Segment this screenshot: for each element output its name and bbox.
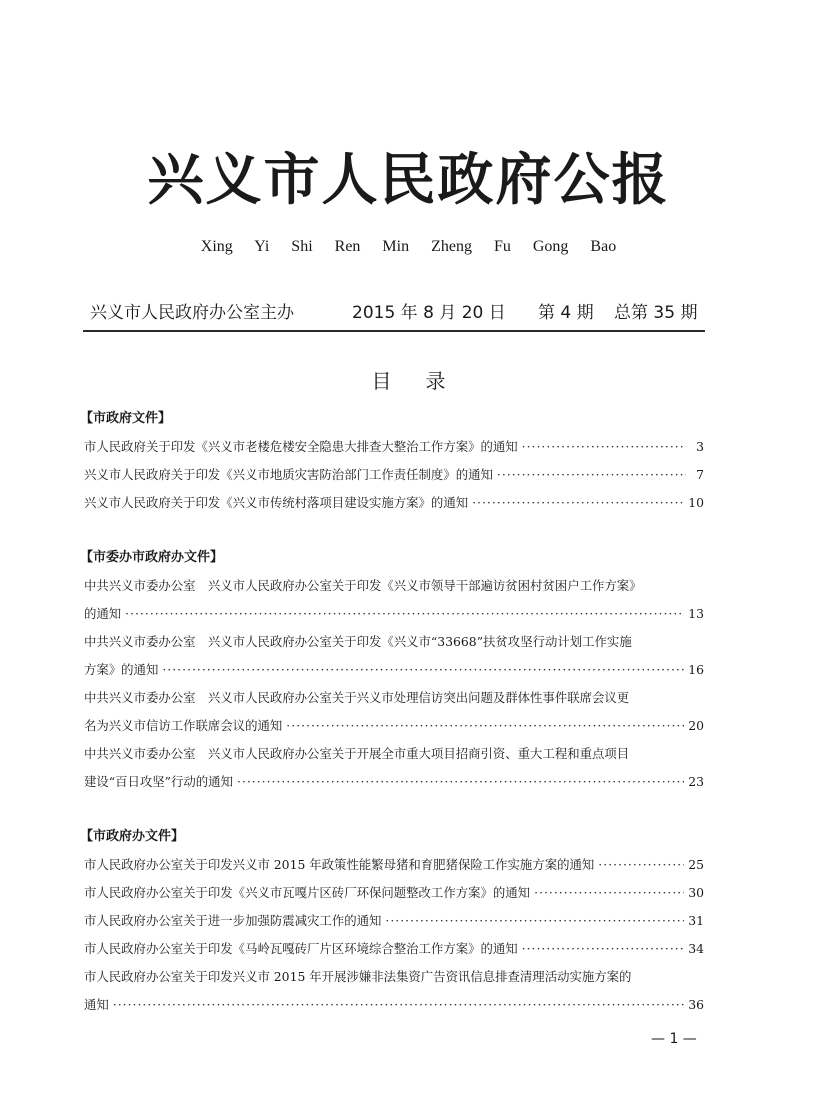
toc-entry-text: 建设“百日攻坚”行动的通知 — [84, 774, 233, 789]
toc-entry[interactable] — [84, 912, 704, 930]
toc-entry[interactable] — [84, 633, 704, 679]
toc-entry-page: 20 — [688, 718, 704, 733]
toc-entry-page: 25 — [688, 857, 704, 872]
publication-title: 兴义市人民政府公报 — [147, 147, 670, 213]
toc-entry-page: 16 — [688, 662, 704, 677]
dot-leader — [162, 661, 684, 679]
toc-entry[interactable] — [84, 884, 704, 902]
dot-leader — [534, 884, 684, 902]
publication-pinyin: Xing Yi Shi Ren Min Zheng Fu Gong Bao — [200, 238, 617, 255]
toc-entry-page: 23 — [688, 774, 704, 789]
toc-entry-text: 市人民政府办公室关于进一步加强防震减灾工作的通知 — [84, 913, 382, 928]
toc-entry-text: 通知 — [84, 997, 109, 1012]
toc-entry-text: 市人民政府办公室关于印发兴义市 2015 年开展涉嫌非法集资广告资讯信息排查清理活动实施方案的 — [84, 969, 632, 984]
dot-leader — [598, 856, 684, 874]
toc-title: 目录 — [371, 369, 480, 393]
section-heading: 【市委办市政府办文件】 — [80, 550, 224, 565]
section-heading: 【市政府办文件】 — [80, 829, 185, 844]
toc-entry-text: 市人民政府办公室关于印发《兴义市瓦嘎片区砖厂环保问题整改工作方案》的通知 — [84, 885, 531, 900]
dot-leader — [522, 940, 685, 958]
toc-entry-page: 7 — [696, 467, 704, 482]
toc-entry-text: 市人民政府关于印发《兴义市老楼危楼安全隐患大排查大整治工作方案》的通知 — [84, 439, 518, 454]
toc-entry-page: 34 — [688, 941, 704, 956]
toc-entry[interactable] — [84, 968, 704, 1014]
toc-entry-page: 30 — [688, 885, 704, 900]
section-heading: 【市政府文件】 — [80, 411, 172, 426]
toc-entry-text: 市人民政府办公室关于印发兴义市 2015 年政策性能繁母猪和育肥猪保险工作实施方案的通知 — [84, 857, 595, 872]
toc-entry-page: 13 — [688, 606, 704, 621]
toc-entry[interactable] — [84, 577, 704, 623]
publisher: 兴义市人民政府办公室主办 — [90, 303, 294, 323]
toc-entry[interactable] — [84, 494, 704, 512]
toc-entry-page: 3 — [696, 439, 704, 454]
toc-entry-text: 中共兴义市委办公室 兴义市人民政府办公室关于印发《兴义市“33668”扶贫攻坚行动计划工作实施 — [84, 634, 632, 649]
toc-entry-text: 兴义市人民政府关于印发《兴义市地质灾害防治部门工作责任制度》的通知 — [84, 467, 493, 482]
page-number: — 1 — — [651, 1031, 697, 1047]
toc-entry-text: 名为兴义市信访工作联席会议的通知 — [84, 718, 283, 733]
dot-leader — [522, 438, 686, 456]
toc-entry-text: 中共兴义市委办公室 兴义市人民政府办公室关于兴义市处理信访突出问题及群体性事件联席会议更 — [84, 690, 630, 705]
toc-entry-text: 兴义市人民政府关于印发《兴义市传统村落项目建设实施方案》的通知 — [84, 495, 469, 510]
toc-entry-text: 方案》的通知 — [84, 662, 159, 677]
dot-leader — [385, 912, 684, 930]
dot-leader — [497, 466, 686, 484]
toc-entry[interactable] — [84, 856, 704, 874]
dot-leader — [472, 494, 684, 512]
header-rule — [83, 330, 705, 332]
toc-entry-page: 31 — [688, 913, 704, 928]
toc-entry[interactable] — [84, 940, 704, 958]
toc-entry-page: 36 — [688, 997, 704, 1012]
toc-entry-text: 中共兴义市委办公室 兴义市人民政府办公室关于印发《兴义市领导干部遍访贫困村贫困户工作方案》 — [84, 578, 642, 593]
total-issue-number: 总第 35 期 — [614, 303, 698, 323]
toc-entry-text: 中共兴义市委办公室 兴义市人民政府办公室关于开展全市重大项目招商引资、重大工程和重点项目 — [84, 746, 630, 761]
dot-leader — [286, 717, 684, 735]
publish-date: 2015 年 8 月 20 日 — [352, 303, 506, 323]
toc-entry[interactable] — [84, 745, 704, 791]
toc-entry[interactable] — [84, 689, 704, 735]
dot-leader — [125, 605, 684, 623]
issue-number: 第 4 期 — [538, 303, 594, 323]
toc-entry[interactable] — [84, 438, 704, 456]
dot-leader — [113, 996, 684, 1014]
toc-entry-text: 市人民政府办公室关于印发《马岭瓦嘎砖厂片区环境综合整治工作方案》的通知 — [84, 941, 518, 956]
toc-entry[interactable] — [84, 466, 704, 484]
toc-entry-text: 的通知 — [84, 606, 122, 621]
dot-leader — [237, 773, 684, 791]
toc-entry-page: 10 — [688, 495, 704, 510]
